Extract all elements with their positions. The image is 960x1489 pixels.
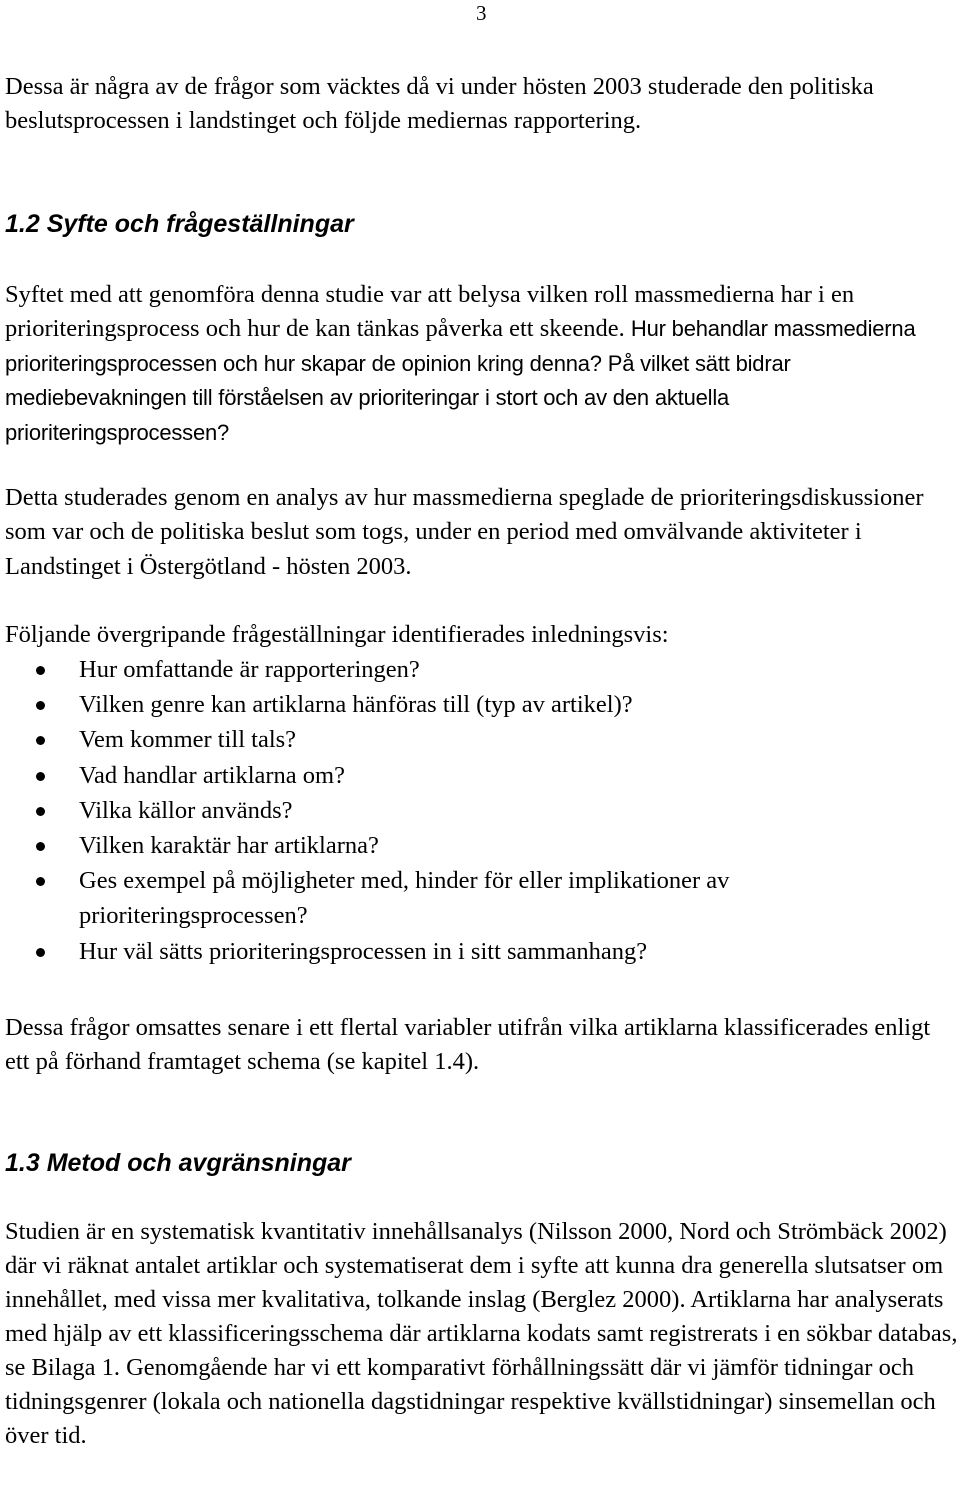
purpose-text-serif: Syftet med att genomföra denna studie var att belysa vilken roll massmedierna har i en prioriteringsprocess och hur de kan tänkas påverka ett skeende. — [5, 281, 855, 343]
study-paragraph: Studien är en systematisk kvantitativ innehållsanalys (Nilsson 2000, Nord och Strömbäck 2002) där vi räknat antalet artiklar och systematiserat dem i syfte att kunna dra generella slutsatser om innehållet, med vissa mer kvalitativa, tolkande inslag (Berglez 2000). Artiklarna har analyserats med hjälp av ett klassificeringsschema där artiklarna kodats samt registrerats i en sökbar databas, se Bilaga 1. Genomgående har vi ett komparativt förhållningssätt där vi jämför tidningar och tidningsgenrer (lokala och nationella dagstidningar respektive kvällstidningar) sinsemellan och över tid. — [5, 1218, 958, 1449]
list-item — [0, 793, 960, 828]
question-text: Hur omfattande är rapporteringen? — [79, 656, 420, 683]
list-item — [0, 722, 960, 757]
question-text: Vilken genre kan artiklarna hänföras till (typ av artikel)? — [79, 691, 633, 719]
bullet-icon — [36, 948, 45, 957]
list-item — [0, 863, 960, 933]
method-paragraph: Detta studerades genom en analys av hur massmedierna speglade de prioriteringsdiskussioner som var och de politiska beslut som togs, under en period med omvälvande aktiviteter i Landstinget i Östergötland - hösten 2003. — [5, 484, 924, 580]
bullet-icon — [36, 807, 45, 816]
bullet-icon — [36, 736, 45, 745]
question-text: Vad handlar artiklarna om? — [79, 761, 345, 789]
question-text: Ges exempel på möjligheter med, hinder för eller implikationer av prioriteringsprocessen? — [79, 867, 730, 930]
purpose-paragraph — [5, 278, 957, 450]
list-item — [0, 758, 960, 793]
purpose-text-sans: Hur behandlar massmedierna prioriteringsprocessen och hur skapar de opinion kring denna? På vilket sätt bidrar mediebevakningen till förståelsen av prioriteringar i stort och av den aktuella prioriteringsprocessen? — [5, 316, 916, 445]
list-item — [0, 828, 960, 863]
list-item — [0, 687, 960, 722]
classification-paragraph: Dessa frågor omsattes senare i ett flertal variabler utifrån vilka artiklarna klassificerades enligt ett på förhand framtaget schema (se kapitel 1.4). — [5, 1014, 931, 1076]
question-text: Vem kommer till tals? — [79, 726, 297, 754]
bullet-icon — [36, 666, 45, 675]
bullet-icon — [36, 772, 45, 781]
questions-intro: Följande övergripande frågeställningar identifierades inledningsvis: — [5, 621, 669, 648]
section-heading-metod: 1.3 Metod och avgränsningar — [5, 1149, 351, 1177]
list-item — [0, 934, 960, 969]
page-number: 3 — [476, 1, 487, 25]
section-heading-syfte: 1.2 Syfte och frågeställningar — [5, 210, 354, 238]
question-text: Hur väl sätts prioriteringsprocessen in i sitt sammanhang? — [79, 937, 648, 965]
intro-paragraph: Dessa är några av de frågor som väcktes då vi under hösten 2003 studerade den politiska beslutsprocessen i landstinget och följde mediernas rapportering. — [5, 73, 874, 135]
bullet-icon — [36, 877, 45, 886]
bullet-icon — [36, 701, 45, 710]
question-text: Vilken karaktär har artiklarna? — [79, 832, 379, 860]
list-item — [0, 652, 960, 687]
bullet-icon — [36, 842, 45, 851]
questions-list — [0, 652, 960, 969]
question-text: Vilka källor används? — [79, 796, 293, 824]
